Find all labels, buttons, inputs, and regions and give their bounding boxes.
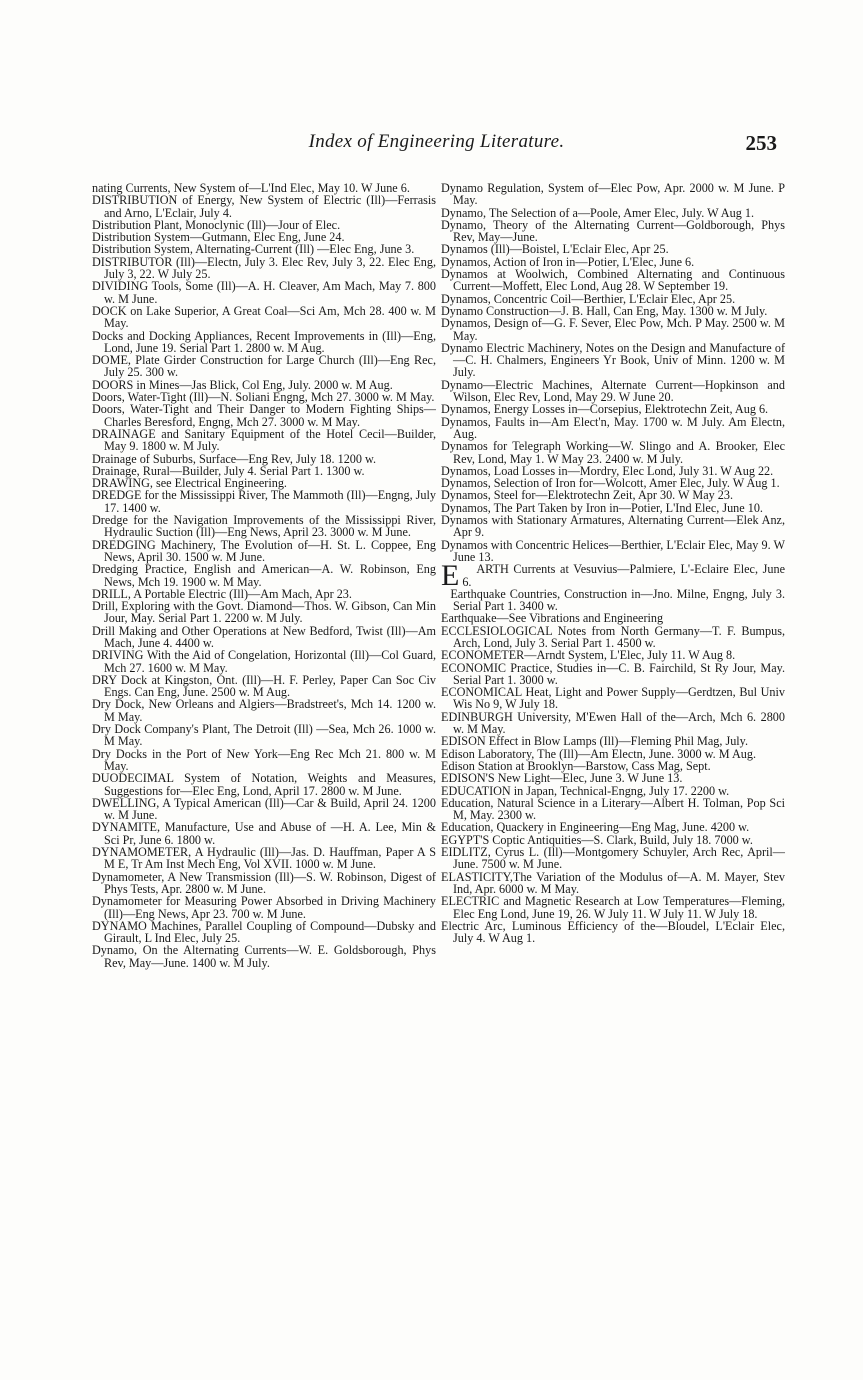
index-entry: Dynamos (Ill)—Boistel, L'Eclair Elec, Apr 25. [441,242,669,257]
index-entry: Docks and Docking Appliances, Recent Improvements in (Ill)—Eng, Lond, June 19. Serial Part 1. 2800 w. M Aug. [92,328,436,355]
index-entry: DISTRIBUTOR (Ill)—Electn, July 3. Elec Rev, July 3, 22. Elec Eng, July 3, 22. W July 25. [92,254,436,282]
dropcap-initial: E [441,559,460,593]
page-header [0,131,863,161]
right-column-part-b [441,588,785,945]
index-entry: DYNAMOMETER, A Hydraulic (Ill)—Jas. D. Hauffman, Paper A S M E, Tr Am Inst Mech Eng, Vol XVII. 1000 w. M June. [92,845,436,872]
index-entry: Distribution System, Alternating-Current (Ill) —Elec Eng, June 3. [92,242,415,257]
index-entry: DOCK on Lake Superior, A Great Coal—Sci Am, Mch 28. 400 w. M May. [92,303,436,331]
index-entry: DIVIDING Tools, Some (Ill)—A. H. Cleaver, Am Mach, May 7. 800 w. M June. [92,279,436,306]
index-entry: ELASTICITY,The Variation of the Modulus of—A. M. Mayer, Stev Ind, Apr. 6000 w. M May. [441,869,785,896]
index-entry: nating Currents, New System of—L'Ind Elec, May 10. W June 6. [92,181,410,195]
index-entry: Dynamos with Stationary Armatures, Alternating Current—Elek Anz, Apr 9. [441,513,785,540]
index-entry: EDISON Effect in Blow Lamps (Ill)—Fleming Phil Mag, July. [441,734,749,749]
index-entry: Dredging Practice, English and American—A. W. Robinson, Eng News, Mch 19. 1900 w. M May. [92,562,436,589]
index-entry: EDINBURGH University, M'Ewen Hall of the—Arch, Mch 6. 2800 w. M May. [441,709,785,737]
right-column-part-a [441,182,785,563]
index-entry: DREDGE for the Mississippi River, The Mammoth (Ill)—Engng, July 17. 1400 w. [92,488,436,515]
index-entry: DRILL, A Portable Electric (Ill)—Am Mach, Apr 23. [92,586,352,601]
index-entry: Dynamo, The Selection of a—Poole, Amer Elec, July. W Aug 1. [441,205,754,220]
running-title: Index of Engineering Literature. [308,131,565,152]
index-entry: EIDLITZ, Cyrus L. (Ill)—Montgomery Schuyler, Arch Rec, April—June. 7500 w. M June. [441,845,785,872]
index-entry: DREDGING Machinery, The Evolution of—H. St. L. Coppee, Eng News, April 30. 1500 w. M June. [92,537,436,564]
index-entry: Drainage of Suburbs, Surface—Eng Rev, July 18. 1200 w. [92,451,377,466]
index-entry: DISTRIBUTION of Energy, New System of Electric (Ill)—Ferrasis and Arno, L'Eclair, July 4. [92,193,436,220]
index-entry: Dynamos at Woolwich, Combined Alternating and Continuous Current—Moffett, Elec Lond, Aug 28. W September 19. [441,267,785,294]
index-entry: DYNAMITE, Manufacture, Use and Abuse of —H. A. Lee, Min & Sci Pr, June 6. 1800 w. [92,820,436,847]
index-entry: EDISON'S New Light—Elec, June 3. W June 13. [441,771,683,786]
index-entry: ECONOMETER—Arndt System, L'Elec, July 11. W Aug 8. [441,648,736,663]
index-entry: Dynamos, Design of—G. F. Sever, Elec Pow, Mch. P May. 2500 w. M May. [441,316,785,343]
index-entry: DRAWING, see Electrical Engineering. [92,476,287,491]
index-entry: Dredge for the Navigation Improvements of the Mississippi River, Hydraulic Suction (Ill)—Eng News, April 23. 3000 w. M June. [92,513,436,540]
index-entry: Dynamos, The Part Taken by Iron in—Potier, L'Ind Elec, June 10. [441,500,763,515]
index-entry: Dry Docks in the Port of New York—Eng Rec Mch 21. 800 w. M May. [92,746,436,773]
index-entry: Dynamos for Telegraph Working—W. Slingo and A. Brooker, Elec Rev, Lond, May 1. W May 23. 2400 w. M July. [441,439,785,466]
index-entry: ECONOMICAL Heat, Light and Power Supply—Gerdtzen, Bul Univ Wis No 9, W July 18. [441,685,785,712]
index-entry: DWELLING, A Typical American (Ill)—Car & Build, April 24. 1200 w. M June. [92,795,436,823]
index-entry: Dynamos, Energy Losses in—Corsepius, Elektrotechn Zeit, Aug 6. [441,402,769,417]
index-entry: Drill Making and Other Operations at New Bedford, Twist (Ill)—Am Mach, June 4. 4400 w. [92,623,436,650]
left-column [92,182,436,969]
index-entry: Drill, Exploring with the Govt. Diamond—Thos. W. Gibson, Can Min Jour, May. Serial Part 1. 2200 w. M July. [92,599,436,626]
index-entry: Edison Station at Brooklyn—Barstow, Cass Mag, Sept. [441,758,711,773]
index-entry: Education, Natural Science in a Literary—Albert H. Tolman, Pop Sci M, May. 2300 w. [441,795,785,823]
index-entry: Dynamometer for Measuring Power Absorbed in Driving Machinery (Ill)—Eng News, Apr 23. 700 w. M June. [92,894,436,921]
index-entry: Education, Quackery in Engineering—Eng Mag, June. 4200 w. [441,820,750,835]
index-entry: Dry Dock, New Orleans and Algiers—Bradstreet's, Mch 14. 1200 w. M May. [92,697,436,724]
index-entry: Dynamo—Electric Machines, Alternate Current—Hopkinson and Wilson, Elec Rev, Lond, May 29. W June 20. [441,377,785,405]
index-entry: Dynamos, Action of Iron in—Potier, L'Elec, June 6. [441,254,695,269]
index-entry: Dry Dock Company's Plant, The Detroit (Ill) —Sea, Mch 26. 1000 w. M May. [92,722,436,749]
dropcap-text: ARTH Currents at Vesuvius—Palmiere, L'-Eclaire Elec, June 6. [462,562,785,589]
index-entry: Drainage, Rural—Builder, July 4. Serial Part 1. 1300 w. [92,463,365,478]
index-entry: DRAINAGE and Sanitary Equipment of the Hotel Cecil—Builder, May 9. 1800 w. M July. [92,426,436,454]
index-entry: Earthquake Countries, Construction in—Jno. Milne, Engng, July 3. Serial Part 1. 3400 w. [450,586,785,614]
index-entry: DYNAMO Machines, Parallel Coupling of Compound—Dubsky and Girault, L Ind Elec, July 25. [92,918,436,946]
index-entry: Edison Laboratory, The (Ill)—Am Electn, June. 3000 w. M Aug. [441,746,757,761]
index-entry: Dynamo Regulation, System of—Elec Pow, Apr. 2000 w. M June. P May. [441,181,785,208]
index-entry: Dynamos, Selection of Iron for—Wolcott, Amer Elec, July. W Aug 1. [441,476,780,491]
index-entry: EGYPT'S Coptic Antiquities—S. Clark, Build, July 18. 7000 w. [441,832,753,847]
right-column [441,182,785,944]
index-entry: Dynamo, Theory of the Alternating Current—Goldborough, Phys Rev, May—June. [441,217,785,245]
index-entry: Doors, Water-Tight (Ill)—N. Soliani Engng, Mch 27. 3000 w. M May. [92,390,435,405]
index-entry: Dynamos, Concentric Coil—Berthier, L'Eclair Elec, Apr 25. [441,291,736,306]
index-entry: Dynamos, Load Losses in—Mordry, Elec Lond, July 31. W Aug 22. [441,463,774,478]
index-entry: Earthquake—See Vibrations and Engineering [441,611,664,626]
dropcap-entry [441,559,785,593]
index-entry: Doors, Water-Tight and Their Danger to Modern Fighting Ships—Charles Beresford, Engng, Mch 27. 3000 w. M May. [92,402,436,429]
index-entry: DOME, Plate Girder Construction for Large Church (Ill)—Eng Rec, July 25. 300 w. [92,353,436,380]
page-number: 253 [745,131,777,155]
index-entry: Dynamo Construction—J. B. Hall, Can Eng, May. 1300 w. M July. [441,303,768,318]
index-entry: Electric Arc, Luminous Efficiency of the—Bloudel, L'Eclair Elec, July 4. W Aug 1. [441,918,785,946]
index-entry: Dynamo, On the Alternating Currents—W. E. Goldsborough, Phys Rev, May—June. 1400 w. M July. [92,943,436,970]
index-entry: DRY Dock at Kingston, Ont. (Ill)—H. F. Perley, Paper Can Soc Civ Engs. Can Eng, June. 2500 w. M Aug. [92,672,436,700]
index-entry: Distribution System—Gutmann, Elec Eng, June 24. [92,230,345,245]
index-entry: EDUCATION in Japan, Technical-Engng, July 17. 2200 w. [441,783,730,798]
index-entry: DOORS in Mines—Jas Blick, Col Eng, July. 2000 w. M Aug. [92,377,393,392]
index-entry: ELECTRIC and Magnetic Research at Low Temperatures—Fleming, Elec Eng Lond, June 19, 26. W July 11. W July 11. W July 18. [441,894,785,921]
index-entry: DUODECIMAL System of Notation, Weights and Measures, Suggestions for—Elec Eng, Lond, April 17. 2800 w. M June. [92,771,436,798]
index-entry: Dynamometer, A New Transmission (Ill)—S. W. Robinson, Digest of Phys Tests, Apr. 2800 w. M June. [92,869,436,896]
index-entry: Dynamo Electric Machinery, Notes on the Design and Manufacture of—C. H. Chalmers, Engineers Yr Book, Univ of Minn. 1200 w. M July. [441,340,785,380]
index-entry: Dynamos, Steel for—Elektrotechn Zeit, Apr 30. W May 23. [441,488,733,503]
index-entry: Dynamos, Faults in—Am Elect'n, May. 1700 w. M July. Am Electn, Aug. [441,414,785,441]
index-entry: ECCLESIOLOGICAL Notes from North Germany—T. F. Bumpus, Arch, Lond, July 3. Serial Part 1. 4500 w. [441,623,785,650]
index-entry: DRIVING With the Aid of Congelation, Horizontal (Ill)—Col Guard, Mch 27. 1600 w. M May. [92,648,436,675]
index-entry: Dynamos with Concentric Helices—Berthier, L'Eclair Elec, May 9. W June 13. [441,537,785,564]
index-entry: ECONOMIC Practice, Studies in—C. B. Fairchild, St Ry Jour, May. Serial Part 1. 3000 w. [441,660,785,687]
index-entry: Distribution Plant, Monoclynic (Ill)—Jour of Elec. [92,217,341,232]
